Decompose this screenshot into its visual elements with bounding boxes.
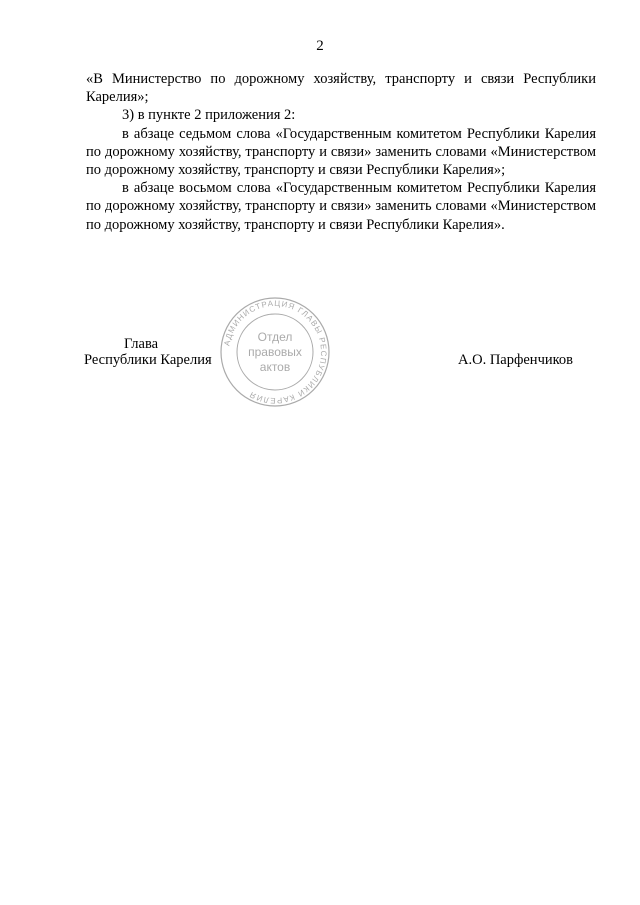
paragraph: 3) в пункте 2 приложения 2: — [122, 107, 296, 124]
stamp-line-2: правовых — [248, 345, 302, 359]
paragraph: в абзаце седьмом слова «Государственным комитетом Республики Карелия по дорожному хозяйству, транспорту и связи» заменить словами «Министерством по дорожному хозяйству, транспорту и связи Республики Карелия»; — [86, 125, 596, 179]
signatory-name: А.О. Парфенчиков — [458, 352, 574, 368]
page-number: 2 — [316, 38, 324, 54]
stamp-ring-text: АДМИНИСТРАЦИЯ ГЛАВЫ РЕСПУБЛИКИ КАРЕЛИЯ — [222, 298, 329, 406]
paragraph: «В Министерство по дорожному хозяйству, транспорту и связи Республики Карелия»; — [86, 71, 596, 106]
paragraph: в абзаце восьмом слова «Государственным комитетом Республики Карелия по дорожному хозяйству, транспорту и связи» заменить словами «Министерством по дорожному хозяйству, транспорту и связи Республики Карелия». — [86, 180, 596, 233]
signatory-title: Глава — [124, 336, 159, 352]
signatory-organization: Республики Карелия — [84, 352, 212, 368]
stamp-line-1: Отдел — [257, 330, 293, 344]
document-body — [86, 70, 596, 234]
stamp-line-3: актов — [259, 360, 291, 374]
official-stamp — [214, 296, 336, 408]
